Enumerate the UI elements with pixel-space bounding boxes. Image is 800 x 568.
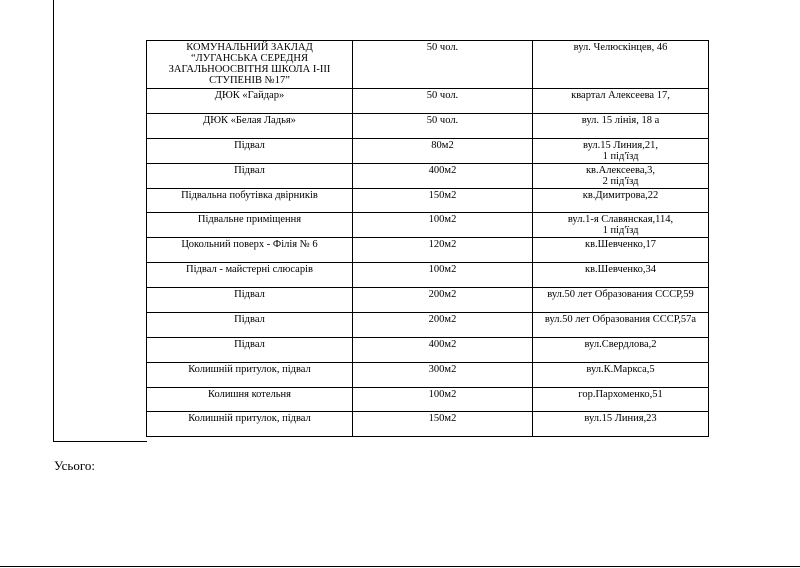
total-label: Усього:: [54, 458, 95, 473]
cell-capacity: 50 чол.: [353, 89, 533, 114]
cell-capacity: 400м2: [353, 164, 533, 189]
cell-name: Підвальна побутівка двірників: [147, 189, 353, 213]
shelters-table: [146, 40, 709, 437]
table-row: [147, 139, 709, 164]
cell-address: кв.Димитрова,22: [533, 189, 709, 213]
cell-name: Колишній притулок, підвал: [147, 412, 353, 437]
cell-capacity: 150м2: [353, 189, 533, 213]
cell-name: ДЮК «Гайдар»: [147, 89, 353, 114]
cell-name: Цокольний поверх - Філія № 6: [147, 238, 353, 263]
cell-capacity: 100м2: [353, 213, 533, 238]
cell-name: Підвал: [147, 139, 353, 164]
cell-address: вул.1-я Славянская,114, 1 під'їзд: [533, 213, 709, 238]
table-row: [147, 189, 709, 213]
table-row: [147, 41, 709, 89]
cell-capacity: 100м2: [353, 388, 533, 412]
table-row: [147, 288, 709, 313]
cell-name: Підвал - майстерні слюсарів: [147, 263, 353, 288]
cell-address: квартал Алексеева 17,: [533, 89, 709, 114]
table-row: [147, 388, 709, 412]
cell-capacity: 300м2: [353, 363, 533, 388]
cell-address: вул. 15 лінія, 18 а: [533, 114, 709, 139]
table-row: [147, 213, 709, 238]
cell-name: Колишня котельня: [147, 388, 353, 412]
cell-name: Підвальне приміщення: [147, 213, 353, 238]
cell-name: Підвал: [147, 164, 353, 189]
table-row: [147, 412, 709, 437]
cell-address: вул.15 Линия,23: [533, 412, 709, 437]
cell-capacity: 50 чол.: [353, 114, 533, 139]
table-row: [147, 263, 709, 288]
cell-capacity: 80м2: [353, 139, 533, 164]
cell-name: Підвал: [147, 313, 353, 338]
table-row: [147, 238, 709, 263]
cell-capacity: 400м2: [353, 338, 533, 363]
cell-capacity: 150м2: [353, 412, 533, 437]
cell-capacity: 120м2: [353, 238, 533, 263]
cell-name: Підвал: [147, 338, 353, 363]
cell-name: ДЮК «Белая Ладья»: [147, 114, 353, 139]
cell-address: кв.Алексеева,3, 2 під'їзд: [533, 164, 709, 189]
cell-address: вул.Свердлова,2: [533, 338, 709, 363]
cell-address: вул.15 Линия,21, 1 під'їзд: [533, 139, 709, 164]
cell-address: вул.50 лет Образования СССР,57а: [533, 313, 709, 338]
outer-table-left-border: [53, 0, 54, 442]
cell-capacity: 50 чол.: [353, 41, 533, 89]
cell-address: вул.50 лет Образования СССР,59: [533, 288, 709, 313]
cell-capacity: 200м2: [353, 288, 533, 313]
cell-name: КОМУНАЛЬНИЙ ЗАКЛАД “ЛУГАНСЬКА СЕРЕДНЯ ЗАГАЛЬНООСВІТНЯ ШКОЛА І-ІІІ СТУПЕНІВ №17”: [147, 41, 353, 89]
cell-address: вул.К.Маркса,5: [533, 363, 709, 388]
page-bottom-edge: [0, 566, 800, 567]
cell-address: кв.Шевченко,34: [533, 263, 709, 288]
outer-table-bottom-border: [53, 441, 147, 442]
table-row: [147, 313, 709, 338]
table-row: [147, 338, 709, 363]
cell-capacity: 200м2: [353, 313, 533, 338]
table-row: [147, 164, 709, 189]
cell-address: кв.Шевченко,17: [533, 238, 709, 263]
table-row: [147, 114, 709, 139]
cell-capacity: 100м2: [353, 263, 533, 288]
shelters-table-body: [147, 41, 709, 437]
table-row: [147, 89, 709, 114]
cell-name: Колишній притулок, підвал: [147, 363, 353, 388]
cell-address: гор.Пархоменко,51: [533, 388, 709, 412]
cell-name: Підвал: [147, 288, 353, 313]
table-row: [147, 363, 709, 388]
cell-address: вул. Челюскінцев, 46: [533, 41, 709, 89]
